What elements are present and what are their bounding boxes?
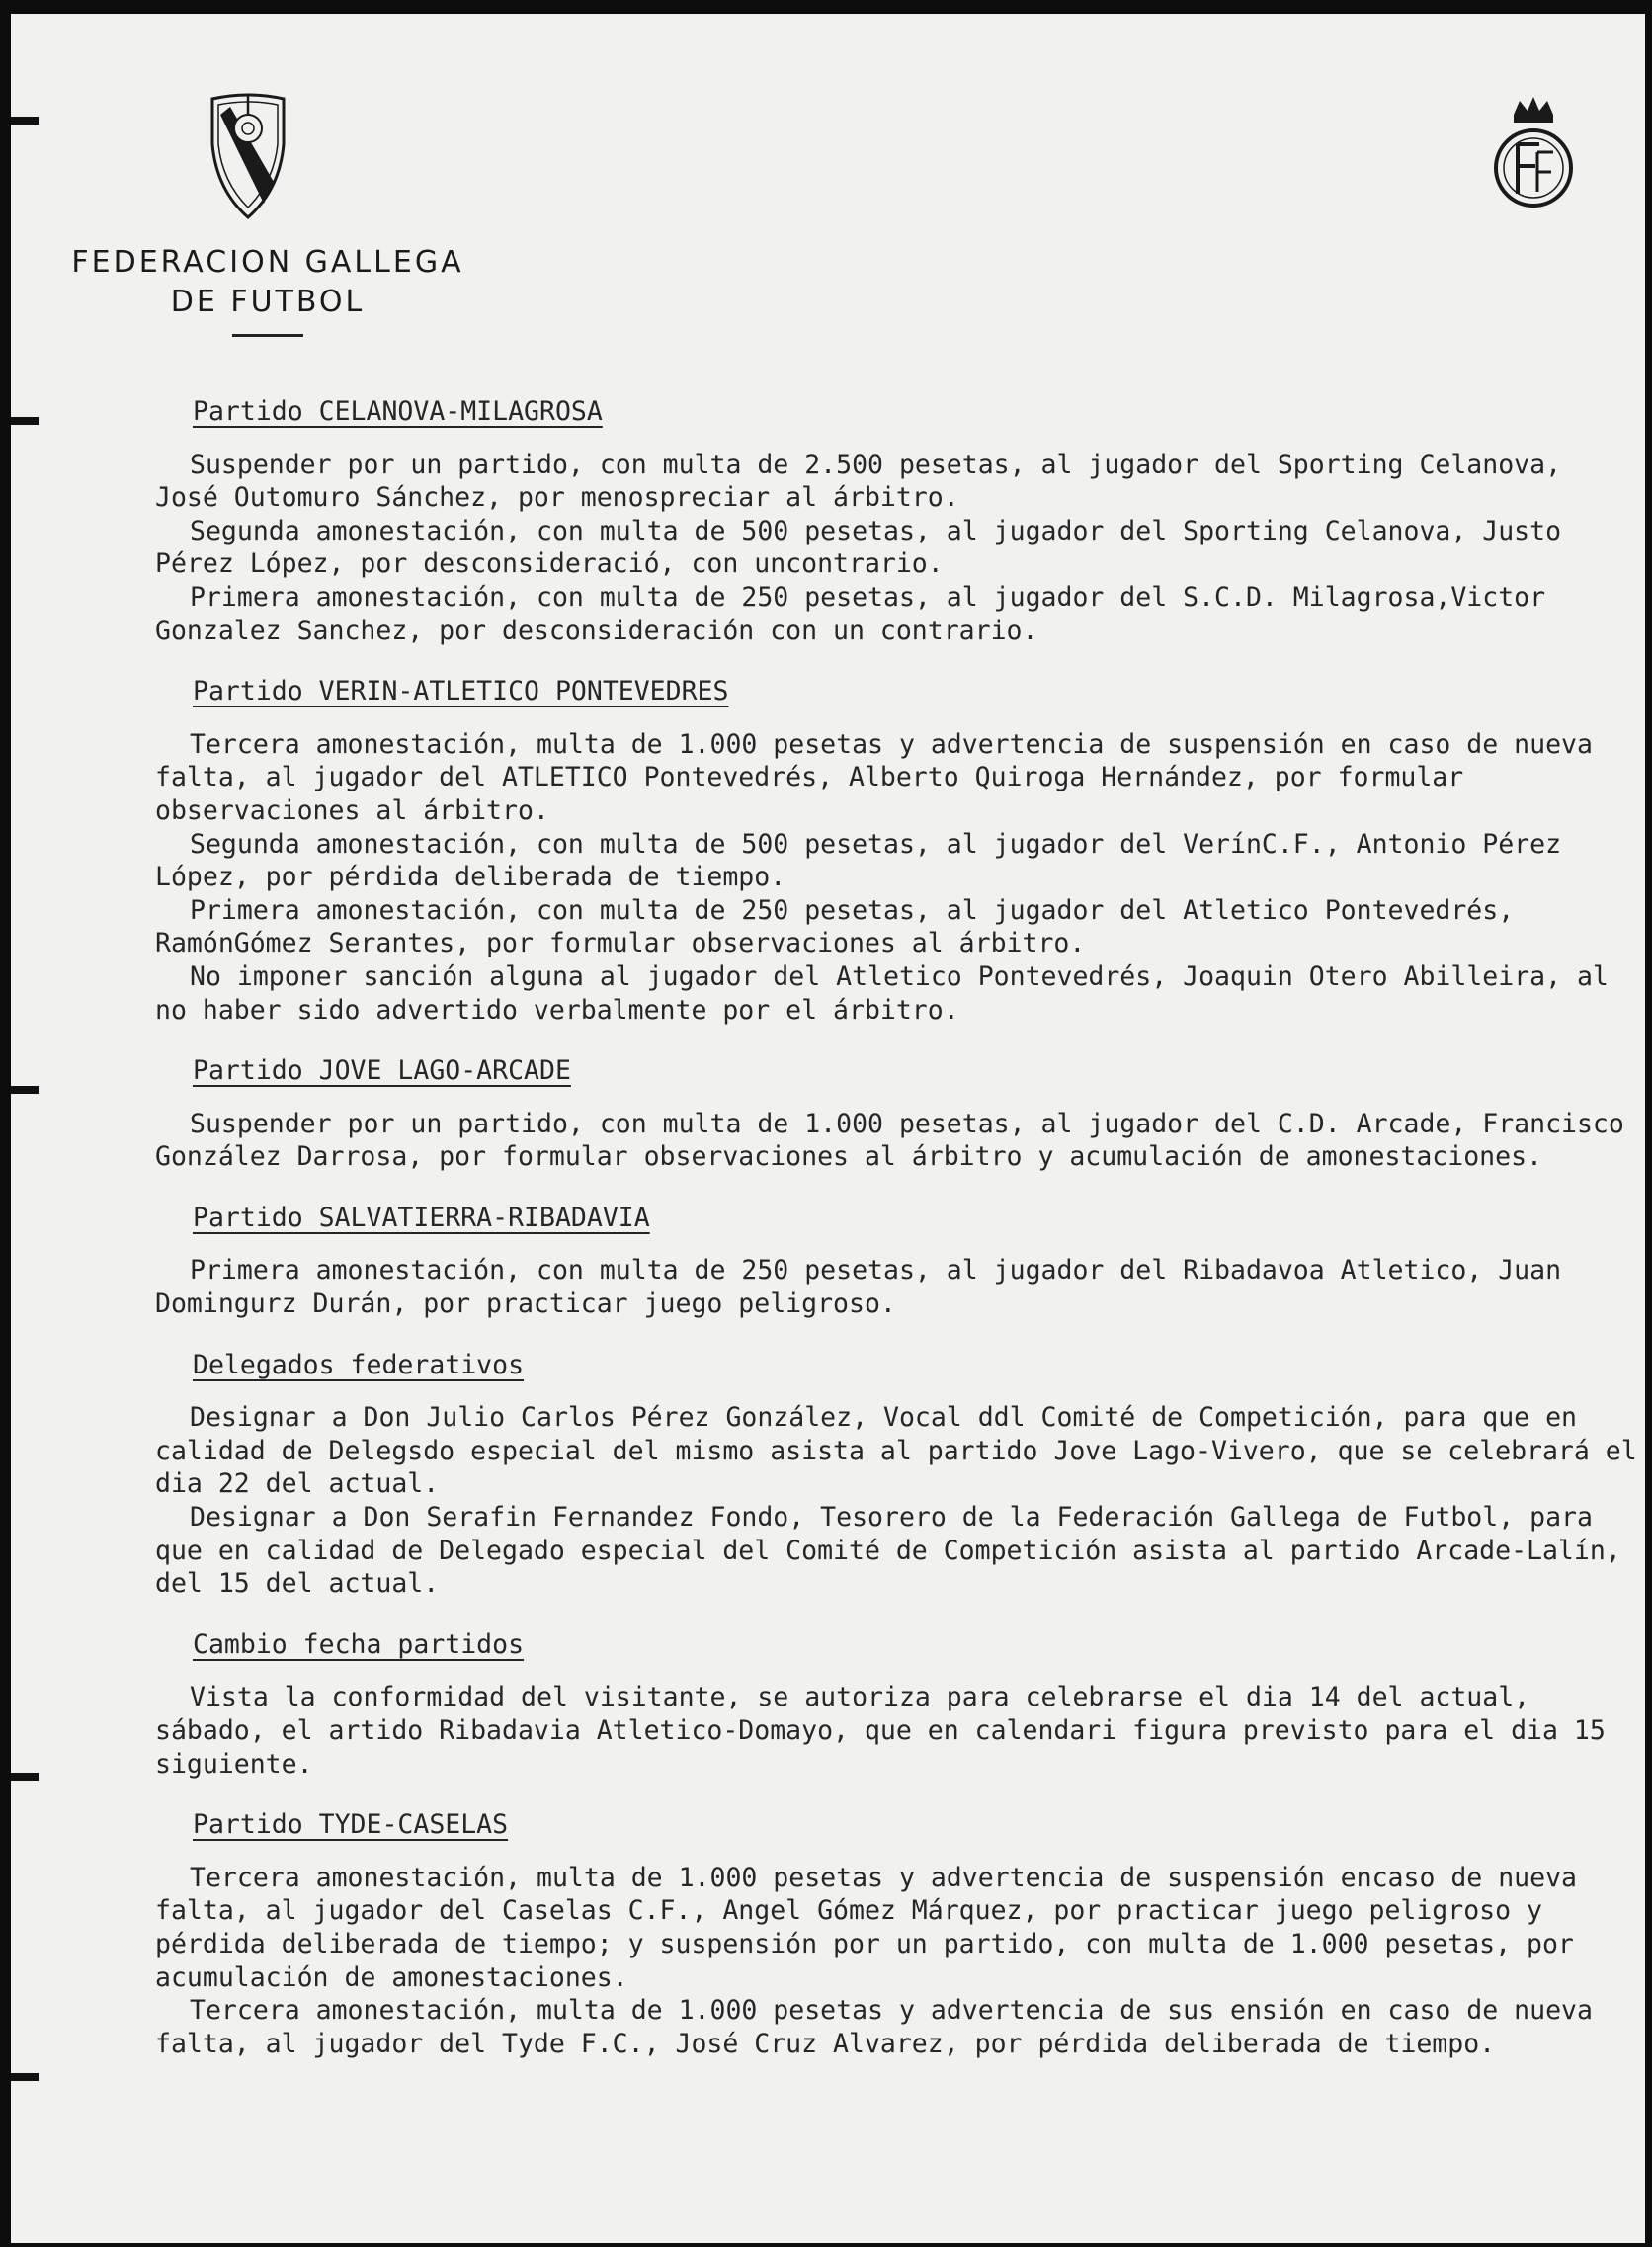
paragraph: Segunda amonestación, con multa de 500 pesetas, al jugador del VerínC.F., Antonio Pérez López, por pérdida deliberada de tiempo. — [155, 828, 1562, 893]
section-title: Partido TYDE-CASELAS — [193, 1809, 509, 1841]
paragraph: Vista la conformidad del visitante, se autoriza para celebrarse el dia 14 del actual, sábado, el artido Ribadavia Atletico-Domayo, que en calendari figura previsto para el dia 15 siguiente. — [155, 1682, 1606, 1780]
binder-mark — [11, 1086, 39, 1094]
paragraph: Tercera amonestación, multa de 1.000 pesetas y advertencia de suspensión encaso de nueva falta, al jugador del Caselas C.F., Angel Gómez Márquez, por practicar juego peligroso y pérdida deliberada de tiempo; y suspensión por un partido, con multa de 1.000 pesetas, por acumulación de amonestaciones. — [155, 1862, 1577, 1993]
document-body — [155, 395, 1637, 2088]
royal-federation-crest-icon — [1488, 95, 1579, 213]
section-title: Partido SALVATIERRA-RIBADAVIA — [193, 1202, 650, 1233]
paragraph: Tercera amonestación, multa de 1.000 pesetas y advertencia de sus ensión en caso de nueva falta, al jugador del Tyde F.C., José Cruz Alvarez, por pérdida deliberada de tiempo. — [155, 1995, 1593, 2059]
organization-name: FEDERACION GALLEGA DE FUTBOL — [71, 245, 464, 319]
section — [155, 1054, 1637, 1174]
paragraph: Suspender por un partido, con multa de 1.000 pesetas, al jugador del C.D. Arcade, Francisco González Darrosa, por formular observaciones al árbitro y acumulación de amonestaciones. — [155, 1108, 1624, 1173]
section — [155, 1628, 1637, 1781]
paragraph: Primera amonestación, con multa de 250 pesetas, al jugador del Atletico Pontevedrés, RamónGómez Serantes, por formular observaciones al árbitro. — [155, 894, 1515, 959]
letterhead — [50, 93, 485, 337]
section-title: Delegados federativos — [193, 1349, 525, 1380]
paragraph: No imponer sanción alguna al jugador del Atletico Pontevedrés, Joaquin Otero Abilleira, al no haber sido advertido verbalmente por el árbitro. — [155, 960, 1609, 1026]
binder-mark — [11, 117, 39, 125]
paragraph: Suspender por un partido, con multa de 2.500 pesetas, al jugador del Sporting Celanova, José Outomuro Sánchez, por menospreciar al árbitro. — [155, 449, 1562, 514]
section-title: Partido JOVE LAGO-ARCADE — [193, 1055, 571, 1087]
section-title: Partido VERIN-ATLETICO PONTEVEDRES — [193, 676, 729, 707]
paragraph: Primera amonestación, con multa de 250 pesetas, al jugador del Ribadavoa Atletico, Juan Domingurz Durán, por practicar juego peligroso. — [155, 1255, 1562, 1320]
section-title: Partido CELANOVA-MILAGROSA — [193, 396, 603, 427]
paragraph: Primera amonestación, con multa de 250 pesetas, al jugador del S.C.D. Milagrosa,Victor Gonzalez Sanchez, por desconsideración con un contrario. — [155, 581, 1546, 646]
header-rule — [232, 334, 303, 337]
paragraph: Designar a Don Julio Carlos Pérez González, Vocal ddl Comité de Competición, para que en calidad de Delegsdo especial del mismo asista al partido Jove Lago-Vivero, que se celebrará el dia 22 del actual. — [155, 1402, 1637, 1500]
binder-mark — [11, 417, 39, 425]
binder-mark — [11, 1773, 39, 1781]
section — [155, 675, 1637, 1027]
section — [155, 1808, 1637, 2060]
section — [155, 395, 1637, 647]
paragraph: Tercera amonestación, multa de 1.000 pesetas y advertencia de suspensión en caso de nueva falta, al jugador del ATLETICO Pontevedrés, Alberto Quiroga Hernández, por formular observaciones al árbitro. — [155, 728, 1593, 826]
paragraph: Designar a Don Serafin Fernandez Fondo, Tesorero de la Federación Gallega de Futbol, para que en calidad de Delegado especial del Comité de Competición asista al partido Arcade-Lalín, del 15 del actual. — [155, 1502, 1621, 1600]
section-title: Cambio fecha partidos — [193, 1628, 525, 1660]
section — [155, 1349, 1637, 1601]
binder-mark — [11, 2073, 39, 2081]
section — [155, 1202, 1637, 1321]
document-page — [11, 14, 1645, 2243]
paragraph: Segunda amonestación, con multa de 500 pesetas, al jugador del Sporting Celanova, Justo Pérez López, por desconsideració, con uncontrario. — [155, 515, 1562, 580]
federation-shield-icon — [208, 93, 288, 221]
